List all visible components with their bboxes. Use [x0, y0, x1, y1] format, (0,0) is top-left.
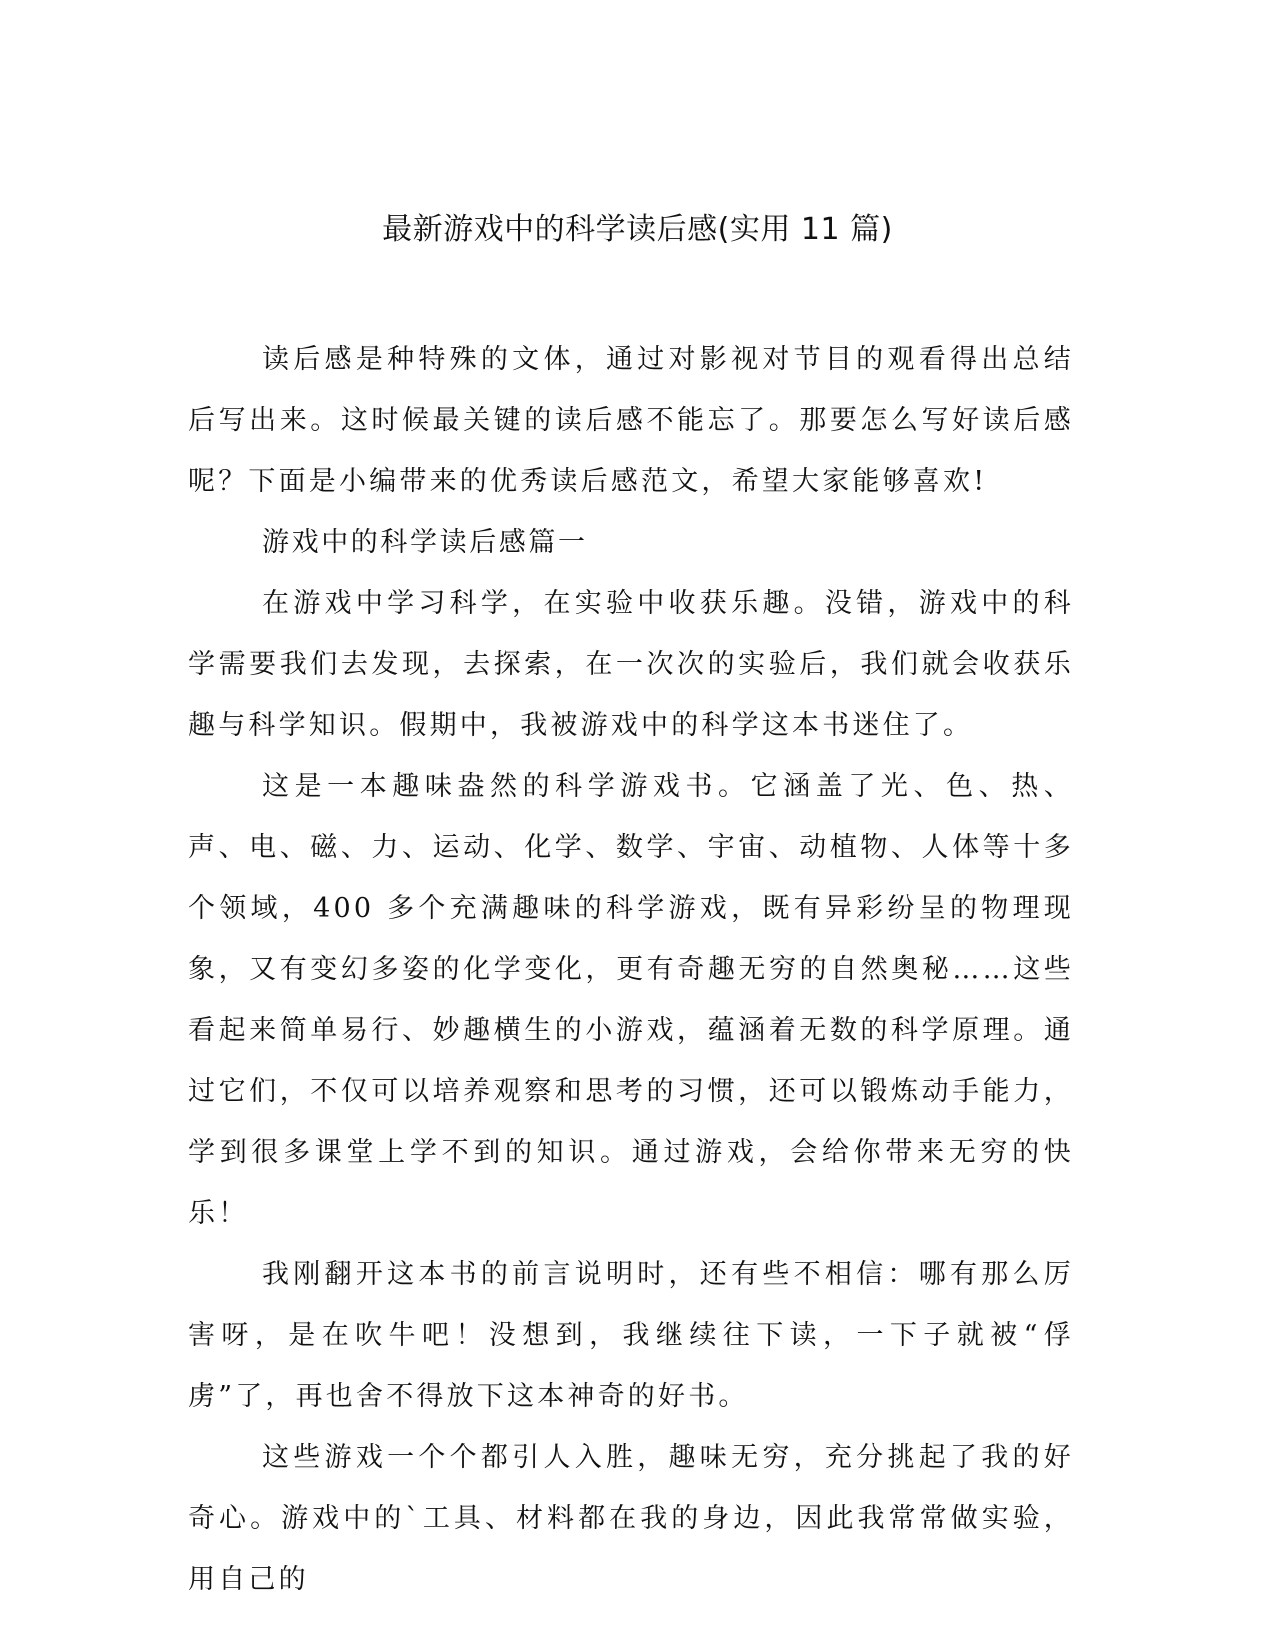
document-body	[188, 329, 1074, 1610]
body-paragraph: 这是一本趣味盎然的科学游戏书。它涵盖了光、色、热、声、电、磁、力、运动、化学、数学、宇宙、动植物、人体等十多个领域，400 多个充满趣味的科学游戏，既有异彩纷呈的物理现象，又有变幻多姿的化学变化，更有奇趣无穷的自然奥秘……这些看起来简单易行、妙趣横生的小游戏，蕴涵着无数的科学原理。通过它们，不仅可以培养观察和思考的习惯，还可以锻炼动手能力，学到很多课堂上学不到的知识。通过游戏，会给你带来无穷的快乐！	[188, 771, 1074, 1229]
intro-paragraph: 读后感是种特殊的文体，通过对影视对节目的观看得出总结后写出来。这时候最关键的读后感不能忘了。那要怎么写好读后感呢？下面是小编带来的优秀读后感范文，希望大家能够喜欢!	[188, 344, 1074, 497]
body-paragraph: 这些游戏一个个都引人入胜，趣味无穷，充分挑起了我的好奇心。游戏中的`工具、材料都在我的身边，因此我常常做实验，用自己的	[188, 1442, 1074, 1595]
body-paragraph: 我刚翻开这本书的前言说明时，还有些不相信：哪有那么厉害呀，是在吹牛吧！没想到，我继续往下读，一下子就被“俘虏”了，再也舍不得放下这本神奇的好书。	[188, 1259, 1074, 1412]
document-title: 最新游戏中的科学读后感(实用 11 篇)	[382, 212, 893, 247]
section-heading: 游戏中的科学读后感篇一	[262, 527, 588, 558]
body-paragraph: 在游戏中学习科学，在实验中收获乐趣。没错，游戏中的科学需要我们去发现，去探索，在一次次的实验后，我们就会收获乐趣与科学知识。假期中，我被游戏中的科学这本书迷住了。	[188, 588, 1074, 741]
